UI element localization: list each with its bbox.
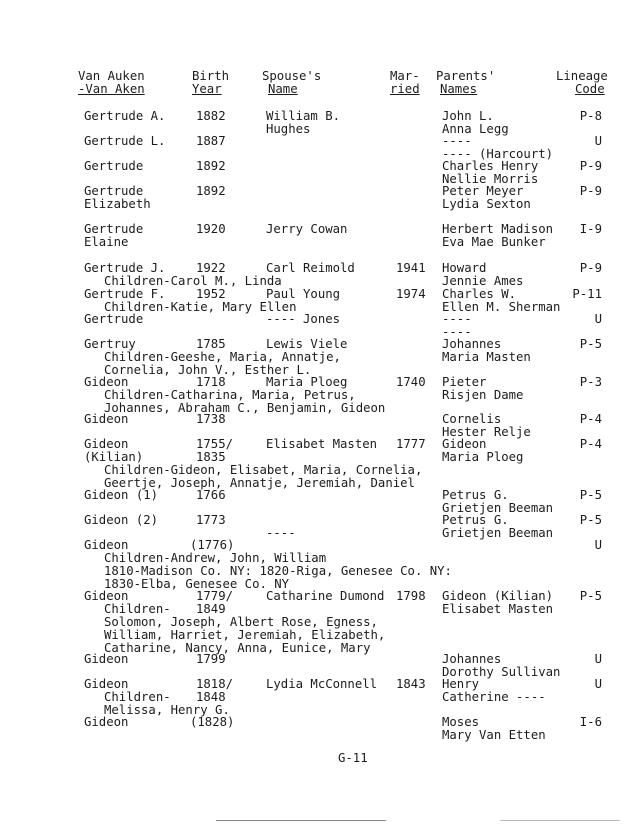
entry-name: Gertrude xyxy=(84,159,144,173)
entry-parent-mother: Maria Masten xyxy=(442,350,531,364)
header-col5-line2: Names xyxy=(440,82,478,96)
entry-birth-year: 1922 xyxy=(196,261,226,275)
entry-birth-year: 1755/ xyxy=(196,437,234,451)
header-col2-line2: Year xyxy=(192,82,222,96)
entry-married-year: 1777 xyxy=(396,437,426,451)
entry-parent-father: Gideon xyxy=(442,437,487,451)
entry-name: Gertrude xyxy=(84,184,144,198)
entry-name: Gideon xyxy=(84,652,129,666)
entry-parent-mother: Grietjen Beeman xyxy=(442,526,554,540)
entry-parent-father: Moses xyxy=(442,715,480,729)
entry-name: Gideon xyxy=(84,715,129,729)
entry-lineage-code: I-9 xyxy=(579,222,602,236)
entry-lineage-code: U xyxy=(594,652,602,666)
entry-children: Children-Geeshe, Maria, Annatje, xyxy=(104,350,341,364)
entry-parent-mother: Eva Mae Bunker xyxy=(442,235,546,249)
page-number: G-11 xyxy=(338,751,368,765)
entry-death-year: 1848 xyxy=(196,690,226,704)
entry-parent-mother: Dorothy Sullivan xyxy=(442,665,561,679)
entry-lineage-code: P-4 xyxy=(579,412,602,426)
entry-lineage-code: U xyxy=(594,538,602,552)
entry-children-label: Children- xyxy=(104,690,171,704)
entry-lineage-code: P-9 xyxy=(579,261,602,275)
entry-birth-year: 1892 xyxy=(196,184,226,198)
entry-spouse: Catharine Dumond xyxy=(266,589,385,603)
entry-children-label: Children- xyxy=(104,602,171,616)
entry-parent-father: Charles W. xyxy=(442,287,517,301)
entry-parent-father: Herbert Madison xyxy=(442,222,554,236)
entry-death-year: 1835 xyxy=(196,450,226,464)
entry-parent-mother: Jennie Ames xyxy=(442,274,524,288)
entry-children-line2: Geertje, Joseph, Annatje, Jeremiah, Daniel xyxy=(104,476,415,490)
entry-children-line2: Johannes, Abraham C., Benjamin, Gideon xyxy=(104,401,386,415)
entry-parent-father: Cornelis xyxy=(442,412,502,426)
entry-birth-year: 1920 xyxy=(196,222,226,236)
entry-children-line3: Catharine, Nancy, Anna, Eunice, Mary xyxy=(104,641,371,655)
entry-birth-year: 1882 xyxy=(196,109,226,123)
entry-lineage-code: P-11 xyxy=(572,287,602,301)
entry-name: Gideon (2) xyxy=(84,513,159,527)
entry-parent-father: ---- xyxy=(442,134,472,148)
header-col1-line2: -Van Aken xyxy=(78,82,145,96)
entry-parent-father: Gideon (Kilian) xyxy=(442,589,554,603)
entry-married-year: 1843 xyxy=(396,677,426,691)
entry-parent-father: John L. xyxy=(442,109,494,123)
entry-lineage-code: P-5 xyxy=(579,513,602,527)
entry-children: Children-Andrew, John, William xyxy=(104,551,327,565)
entry-parent-father: Petrus G. xyxy=(442,513,509,527)
entry-parent-mother: Elisabet Masten xyxy=(442,602,554,616)
entry-children: Children-Gideon, Elisabet, Maria, Cornelia, xyxy=(104,463,423,477)
entry-name: Gideon (1) xyxy=(84,488,159,502)
header-col6-line2: Code xyxy=(575,82,605,96)
entry-name: Gertrude F. xyxy=(84,287,166,301)
entry-parent-father: Peter Meyer xyxy=(442,184,524,198)
entry-spouse: Elisabet Masten xyxy=(266,437,378,451)
header-col3-line2: Name xyxy=(268,82,298,96)
entry-parent-father: Henry xyxy=(442,677,480,691)
entry-lineage-code: P-9 xyxy=(579,159,602,173)
entry-name-line2: (Kilian) xyxy=(84,450,144,464)
entry-birth-year: 1892 xyxy=(196,159,226,173)
entry-birth-year: 1952 xyxy=(196,287,226,301)
entry-death-year: 1849 xyxy=(196,602,226,616)
entry-parent-mother: Catherine ---- xyxy=(442,690,546,704)
entry-spouse: William B. xyxy=(266,109,341,123)
entry-parent-mother: Maria Ploeg xyxy=(442,450,524,464)
entry-children-line3: 1830-Elba, Genesee Co. NY xyxy=(104,577,290,591)
entry-parent-father: Howard xyxy=(442,261,487,275)
entry-name: Gertruy xyxy=(84,337,136,351)
entry-parent-mother: Hester Relje xyxy=(442,425,531,439)
entry-name: Gideon xyxy=(84,677,129,691)
entry-parent-mother: Nellie Morris xyxy=(442,172,539,186)
entry-name: Gideon xyxy=(84,589,129,603)
entry-birth-year: 1818/ xyxy=(196,677,234,691)
entry-spouse: Paul Young xyxy=(266,287,341,301)
entry-married-year: 1941 xyxy=(396,261,426,275)
header-col6-line1: Lineage xyxy=(556,69,608,83)
entry-parent-mother: ---- xyxy=(442,325,472,339)
header-col2-line1: Birth xyxy=(192,69,230,83)
entry-lineage-code: P-8 xyxy=(579,109,602,123)
entry-birth-year: 1799 xyxy=(196,652,226,666)
entry-birth-year: 1779/ xyxy=(196,589,234,603)
entry-parent-father: Johannes xyxy=(442,337,502,351)
entry-name: Gertrude xyxy=(84,222,144,236)
entry-name: Gideon xyxy=(84,375,129,389)
entry-spouse: Lydia McConnell xyxy=(266,677,378,691)
entry-parent-father: Charles Henry xyxy=(442,159,539,173)
entry-name: Gideon xyxy=(84,412,129,426)
entry-name-line2: Elizabeth xyxy=(84,197,151,211)
entry-parent-father: Pieter xyxy=(442,375,487,389)
entry-birth-year: 1766 xyxy=(196,488,226,502)
entry-birth-year: 1738 xyxy=(196,412,226,426)
entry-parent-mother: Ellen M. Sherman xyxy=(442,300,561,314)
entry-name: Gideon xyxy=(84,437,129,451)
entry-parent-mother: ---- (Harcourt) xyxy=(442,147,554,161)
scan-edge-line xyxy=(216,820,386,821)
entry-name: Gertrude L. xyxy=(84,134,166,148)
entry-children: Children-Carol M., Linda xyxy=(104,274,282,288)
entry-spouse: Carl Reimold xyxy=(266,261,355,275)
entry-lineage-code: P-5 xyxy=(579,488,602,502)
entry-spouse-line2: Hughes xyxy=(266,122,311,136)
entry-spouse: Lewis Viele xyxy=(266,337,348,351)
entry-lineage-code: U xyxy=(594,134,602,148)
entry-married-year: 1974 xyxy=(396,287,426,301)
entry-lineage-code: I-6 xyxy=(579,715,602,729)
entry-lineage-code: U xyxy=(594,312,602,326)
entry-name: Gertrude A. xyxy=(84,109,166,123)
entry-birth-year: 1718 xyxy=(196,375,226,389)
entry-spouse: Jerry Cowan xyxy=(266,222,348,236)
entry-children: Children-Katie, Mary Ellen xyxy=(104,300,297,314)
entry-birth-year: (1828) xyxy=(190,715,235,729)
entry-parent-father: ---- xyxy=(442,312,472,326)
header-col4-line2: ried xyxy=(390,82,420,96)
entry-married-year: 1798 xyxy=(396,589,426,603)
entry-name: Gertrude J. xyxy=(84,261,166,275)
entry-parent-father: Petrus G. xyxy=(442,488,509,502)
entry-lineage-code: P-5 xyxy=(579,589,602,603)
entry-children-line2: Cornelia, John V., Esther L. xyxy=(104,363,312,377)
entry-lineage-code: P-3 xyxy=(579,375,602,389)
entry-birth-year: 1785 xyxy=(196,337,226,351)
entry-spouse: ---- xyxy=(266,526,296,540)
entry-spouse: ---- Jones xyxy=(266,312,341,326)
entry-married-year: 1740 xyxy=(396,375,426,389)
entry-lineage-code: P-4 xyxy=(579,437,602,451)
entry-children: Solomon, Joseph, Albert Rose, Egness, xyxy=(104,615,378,629)
entry-lineage-code: P-9 xyxy=(579,184,602,198)
entry-name: Gertrude xyxy=(84,312,144,326)
entry-parent-mother: Lydia Sexton xyxy=(442,197,531,211)
entry-children-line2: William, Harriet, Jeremiah, Elizabeth, xyxy=(104,628,386,642)
header-col1-line1: Van Auken xyxy=(78,69,145,83)
entry-parent-mother: Grietjen Beeman xyxy=(442,501,554,515)
entry-children: Melissa, Henry G. xyxy=(104,703,230,717)
entry-name-line2: Elaine xyxy=(84,235,129,249)
entry-parent-father: Johannes xyxy=(442,652,502,666)
entry-children: Children-Catharina, Maria, Petrus, xyxy=(104,388,356,402)
entry-children-line2: 1810-Madison Co. NY: 1820-Riga, Genesee Co. NY: xyxy=(104,564,452,578)
entry-birth-year: (1776) xyxy=(190,538,235,552)
entry-parent-mother: Risjen Dame xyxy=(442,388,524,402)
entry-parent-mother: Mary Van Etten xyxy=(442,728,546,742)
entry-spouse: Maria Ploeg xyxy=(266,375,348,389)
entry-birth-year: 1887 xyxy=(196,134,226,148)
entry-lineage-code: U xyxy=(594,677,602,691)
scan-edge-line xyxy=(500,820,620,821)
header-col4-line1: Mar- xyxy=(390,69,420,83)
entry-birth-year: 1773 xyxy=(196,513,226,527)
entry-name: Gideon xyxy=(84,538,129,552)
entry-lineage-code: P-5 xyxy=(579,337,602,351)
entry-parent-mother: Anna Legg xyxy=(442,122,509,136)
header-col5-line1: Parents' xyxy=(436,69,496,83)
header-col3-line1: Spouse's xyxy=(262,69,322,83)
